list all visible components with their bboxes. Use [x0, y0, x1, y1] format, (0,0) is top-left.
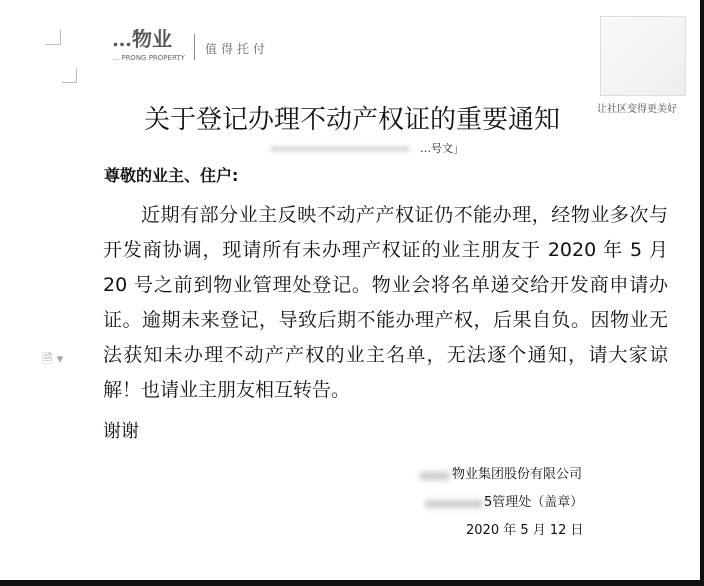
redacted-doc-number: [270, 146, 410, 152]
logo-name: …物业: [112, 27, 172, 51]
frame-border-right: [700, 0, 704, 586]
notice-title: 关于登记办理不动产权证的重要通知: [143, 105, 560, 135]
slogan: 值得托付: [205, 42, 270, 56]
notice-body: 近期有部分业主反映不动产产权证仍不能办理，经物业多次与开发商协调，现请所有未办理产权证的业主朋友于 2020 年 5 月 20 号之前到物业管理处登记。物业会将名单递交给开发商申请办证。逾期未来登记，导致后期不能办理产权，后果自负。因物业无法获知未办理不动产产权的业主名单，无法逐个通知，请大家谅解！也请业主朋友相互转告。: [103, 204, 668, 401]
crop-mark: [46, 30, 61, 45]
qr-code: [600, 16, 686, 96]
greeting: 尊敬的业主、住户:: [104, 166, 239, 185]
closing: 谢谢: [103, 421, 139, 442]
logo-english-name: … PRONG PROPERTY: [112, 54, 185, 62]
document-number: …号文」: [420, 142, 464, 155]
frame-border-bottom: [0, 580, 704, 586]
signature-date: 2020 年 5 月 12 日: [466, 523, 584, 538]
crop-mark: [62, 68, 77, 83]
redacted-text: [420, 472, 450, 480]
qr-caption: 让社区变得更美好: [597, 104, 677, 115]
notice-content: [103, 198, 668, 550]
logo-divider: [194, 34, 195, 60]
document-icon[interactable]: 🗎 ▾: [42, 352, 64, 367]
signature-company: 物业集团股份有限公司: [452, 467, 583, 482]
signature-office: 5管理处（盖章）: [484, 495, 584, 510]
redacted-text: [425, 500, 483, 508]
signature-block: [420, 466, 668, 550]
